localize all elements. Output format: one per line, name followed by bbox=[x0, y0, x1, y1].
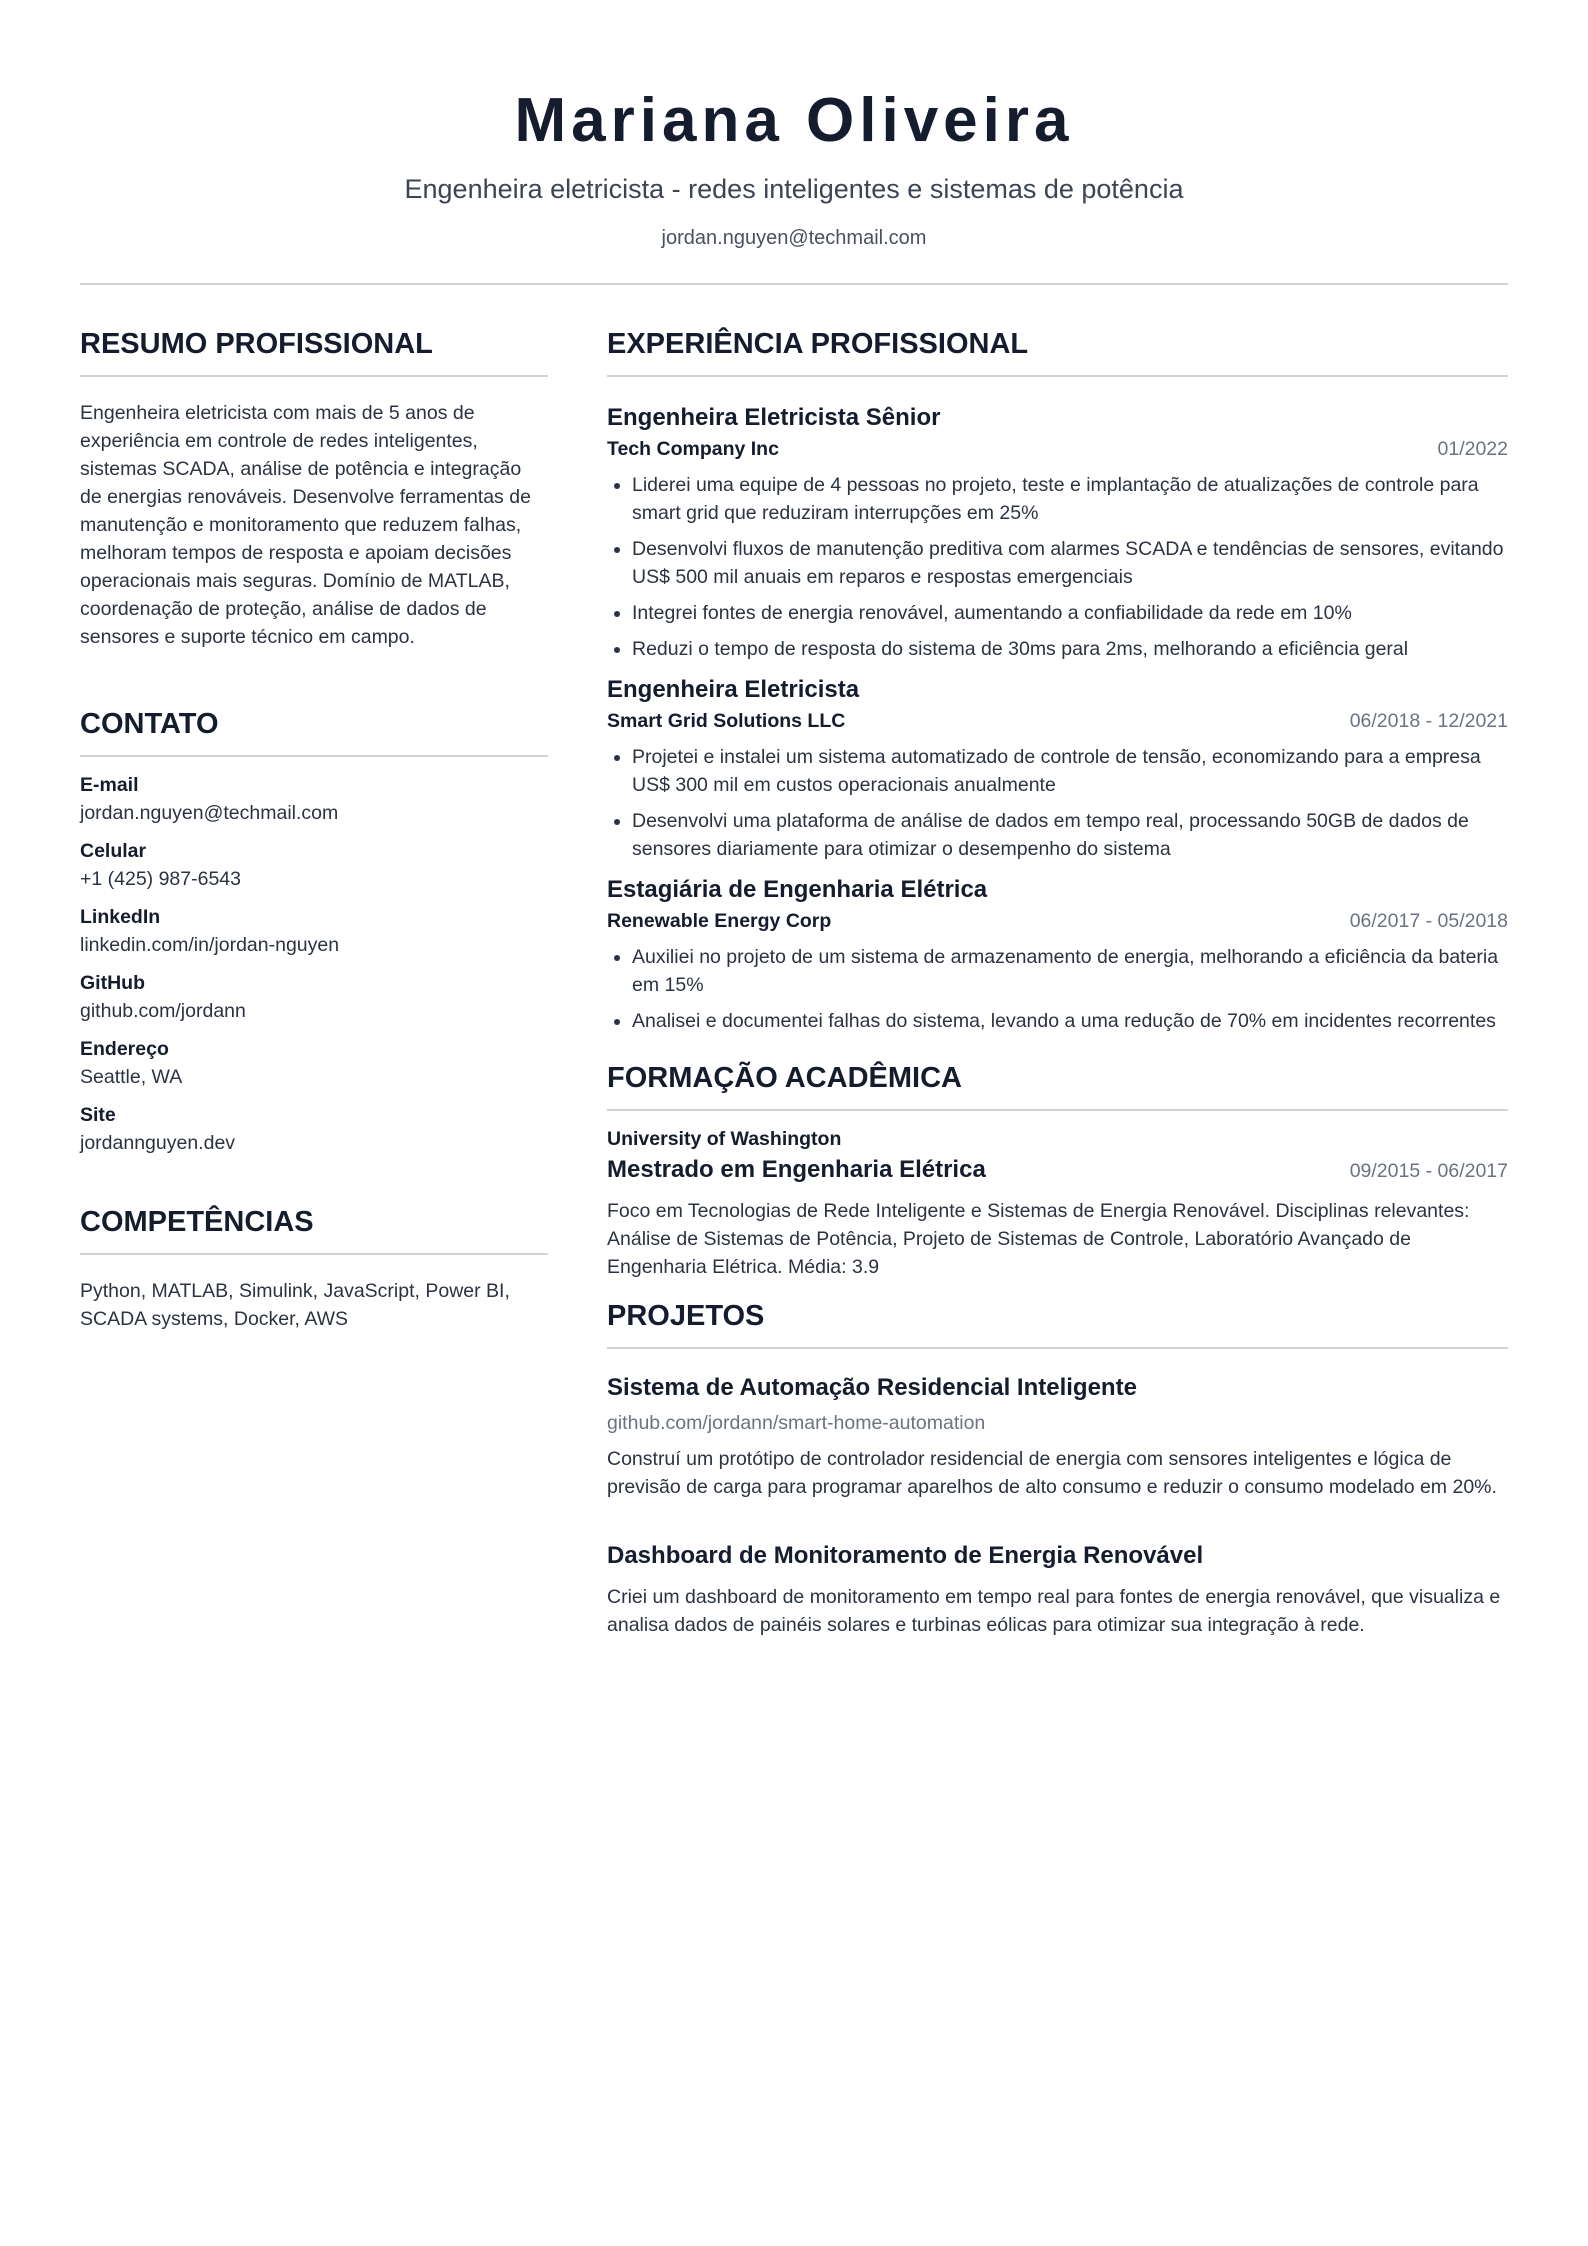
contact-github: github.com/jordann bbox=[80, 1000, 246, 1022]
job-bullets bbox=[607, 943, 1508, 1035]
job-company: Renewable Energy Corp bbox=[607, 910, 832, 932]
project-title: Sistema de Automação Residencial Inteligente bbox=[607, 1374, 1137, 1401]
header-divider bbox=[80, 283, 1508, 285]
job-meta bbox=[607, 907, 1508, 935]
job-title: Estagiária de Engenharia Elétrica bbox=[607, 876, 988, 903]
projects-title: PROJETOS bbox=[607, 1300, 765, 1332]
right-column bbox=[607, 323, 1508, 1639]
job-company: Smart Grid Solutions LLC bbox=[607, 710, 846, 732]
summary-text: Engenheira eletricista com mais de 5 anos de experiência em controle de redes inteligentes, sistemas SCADA, análise de potência e integração de energias renováveis. Desenvolve ferramentas de manutenção e monitoramento que reduzem falhas, melhoram tempos de resposta e apoiam decisões operacionais mais seguras. Domínio de MATLAB, coordenação de proteção, análise de dados de sensores e suporte técnico em campo. bbox=[80, 402, 531, 648]
contact-site: jordannguyen.dev bbox=[80, 1132, 236, 1154]
bullet-item: • Auxiliei no projeto de um sistema de armazenamento de energia, melhorando a eficiência da bateria em 15% bbox=[632, 943, 1508, 999]
skills-section bbox=[80, 1201, 548, 1333]
contact-label-phone: Celular bbox=[80, 840, 147, 862]
project-description: Criei um dashboard de monitoramento em tempo real para fontes de energia renovável, que visualiza e analisa dados de painéis solares e turbinas eólicas para otimizar sua integração à rede. bbox=[607, 1586, 1501, 1636]
project-title: Dashboard de Monitoramento de Energia Renovável bbox=[607, 1542, 1204, 1569]
job-meta bbox=[607, 435, 1508, 463]
education-date: 09/2015 - 06/2017 bbox=[1349, 1160, 1508, 1182]
job-entry bbox=[607, 673, 1508, 863]
education-section bbox=[607, 1057, 1508, 1281]
contact-label-address: Endereço bbox=[80, 1038, 169, 1060]
section-divider bbox=[80, 755, 548, 757]
bullet-item: • Desenvolvi fluxos de manutenção preditiva com alarmes SCADA e tendências de sensores, evitando US$ 500 mil anuais em reparos e respostas emergenciais bbox=[632, 535, 1508, 591]
job-meta bbox=[607, 707, 1508, 735]
summary-title: RESUMO PROFISSIONAL bbox=[80, 328, 433, 360]
contact-linkedin: linkedin.com/in/jordan-nguyen bbox=[80, 934, 340, 956]
bullet-item: • Reduzi o tempo de resposta do sistema de 30ms para 2ms, melhorando a eficiência geral bbox=[632, 635, 1508, 663]
skills-title: COMPETÊNCIAS bbox=[80, 1206, 314, 1238]
projects-section bbox=[607, 1295, 1508, 1639]
contact-section bbox=[80, 703, 548, 1157]
project-description: Construí um protótipo de controlador residencial de energia com sensores inteligentes e lógica de previsão de carga para programar aparelhos de alto consumo e reduzir o consumo modelado em 20%. bbox=[607, 1448, 1497, 1498]
contact-label-email: E-mail bbox=[80, 774, 139, 796]
experience-section bbox=[607, 323, 1508, 1035]
bullet-item: • Projetei e instalei um sistema automatizado de controle de tensão, economizando para a empresa US$ 300 mil em custos operacionais anualmente bbox=[632, 743, 1508, 799]
job-title: Engenheira Eletricista bbox=[607, 676, 860, 703]
contact-label-linkedin: LinkedIn bbox=[80, 906, 161, 928]
bullet-item: • Liderei uma equipe de 4 pessoas no projeto, teste e implantação de atualizações de controle para smart grid que reduziram interrupções em 25% bbox=[632, 471, 1508, 527]
job-date: 06/2018 - 12/2021 bbox=[1349, 710, 1508, 732]
candidate-name: Mariana Oliveira bbox=[514, 86, 1074, 155]
experience-title: EXPERIÊNCIA PROFISSIONAL bbox=[607, 328, 1029, 360]
contact-list bbox=[80, 771, 548, 1157]
job-bullets bbox=[607, 471, 1508, 663]
contact-label-site: Site bbox=[80, 1104, 116, 1126]
section-divider bbox=[607, 1109, 1508, 1111]
contact-title: CONTATO bbox=[80, 708, 219, 740]
header-email: jordan.nguyen@techmail.com bbox=[661, 227, 927, 249]
section-divider bbox=[80, 1253, 548, 1255]
job-title: Engenheira Eletricista Sênior bbox=[607, 404, 941, 431]
bullet-item: • Integrei fontes de energia renovável, aumentando a confiabilidade da rede em 10% bbox=[632, 599, 1508, 627]
candidate-headline: Engenheira eletricista - redes inteligentes e sistemas de potência bbox=[404, 174, 1184, 204]
job-bullets bbox=[607, 743, 1508, 863]
education-school: University of Washington bbox=[607, 1128, 842, 1150]
project-entry bbox=[607, 1539, 1508, 1639]
left-column bbox=[80, 323, 548, 1333]
education-meta bbox=[607, 1153, 1508, 1187]
job-date: 01/2022 bbox=[1437, 438, 1508, 460]
summary-section bbox=[80, 323, 548, 651]
education-degree: Mestrado em Engenharia Elétrica bbox=[607, 1156, 986, 1183]
contact-label-github: GitHub bbox=[80, 972, 145, 994]
education-description: Foco em Tecnologias de Rede Inteligente e Sistemas de Energia Renovável. Disciplinas relevantes: Análise de Sistemas de Potência, Projeto de Sistemas de Controle, Laboratório Avançado de Engenharia Elétrica. Média: 3.9 bbox=[607, 1200, 1470, 1278]
job-entry bbox=[607, 401, 1508, 663]
contact-address: Seattle, WA bbox=[80, 1066, 183, 1088]
section-divider bbox=[80, 375, 548, 377]
resume-header bbox=[80, 80, 1508, 252]
project-entry bbox=[607, 1371, 1508, 1501]
contact-phone: +1 (425) 987-6543 bbox=[80, 868, 241, 890]
job-company: Tech Company Inc bbox=[607, 438, 779, 460]
bullet-item: • Desenvolvi uma plataforma de análise de dados em tempo real, processando 50GB de dados de sensores diariamente para otimizar o desempenho do sistema bbox=[632, 807, 1508, 863]
project-link[interactable]: github.com/jordann/smart-home-automation bbox=[607, 1412, 986, 1434]
education-title: FORMAÇÃO ACADÊMICA bbox=[607, 1062, 962, 1094]
section-divider bbox=[607, 375, 1508, 377]
contact-email: jordan.nguyen@techmail.com bbox=[80, 802, 339, 824]
skills-text: Python, MATLAB, Simulink, JavaScript, Power BI, SCADA systems, Docker, AWS bbox=[80, 1280, 510, 1330]
job-entry bbox=[607, 873, 1508, 1035]
bullet-item: • Analisei e documentei falhas do sistema, levando a uma redução de 70% em incidentes recorrentes bbox=[632, 1007, 1508, 1035]
job-date: 06/2017 - 05/2018 bbox=[1349, 910, 1508, 932]
section-divider bbox=[607, 1347, 1508, 1349]
